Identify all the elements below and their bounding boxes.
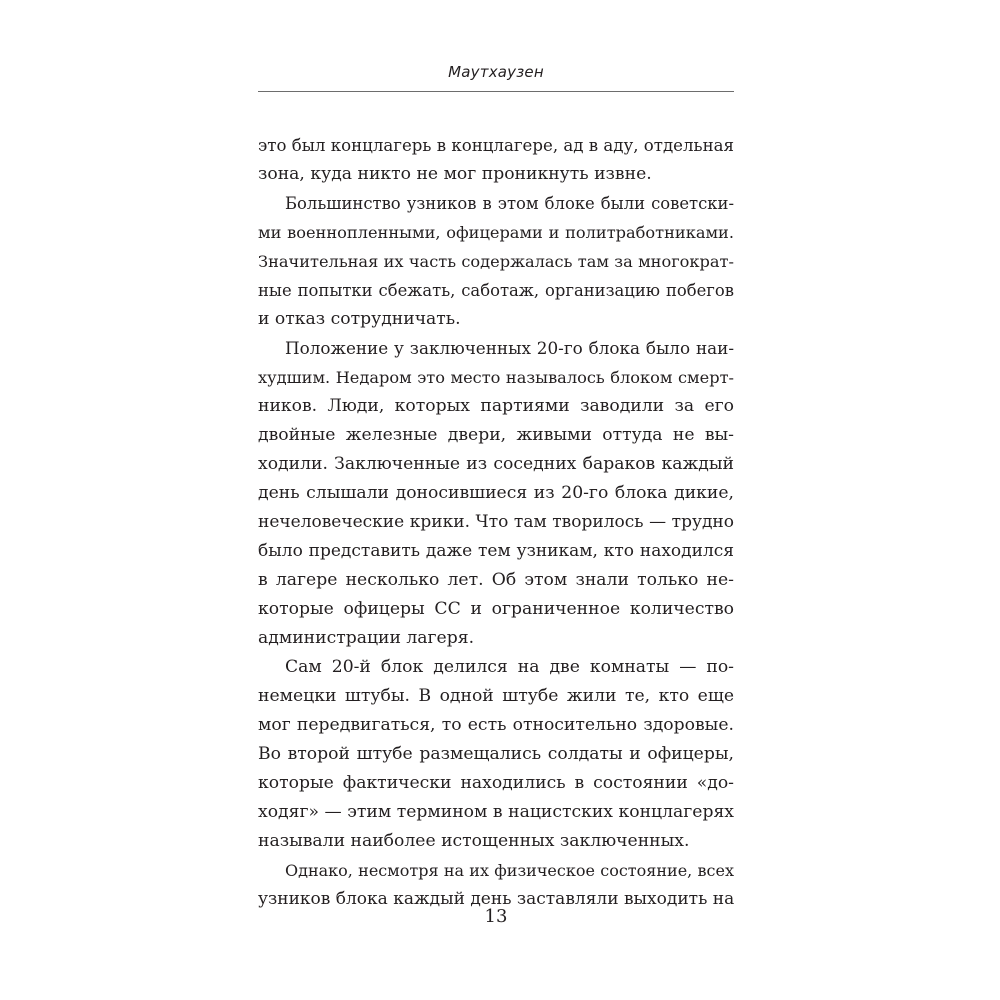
text-line: было представить даже тем узникам, кто находился	[258, 541, 734, 561]
text-line: Значительная их часть содержалась там за многократ-	[258, 252, 734, 271]
page-number: 13	[484, 906, 508, 927]
paragraph	[258, 131, 734, 189]
text-line: называли наиболее истощенных заключенных.	[258, 831, 690, 851]
text-line: двойные железные двери, живыми оттуда не вы-	[258, 425, 734, 445]
text-line: Большинство узников в этом блоке были советски-	[285, 194, 734, 213]
text-line: и отказ сотрудничать.	[258, 309, 461, 329]
paragraph	[258, 334, 734, 653]
text-line: которые офицеры СС и ограниченное количество	[258, 599, 734, 619]
text-line: нечеловеческие крики. Что там творилось — трудно	[258, 512, 734, 532]
text-line: это был концлагерь в концлагере, ад в аду, отдельная	[258, 136, 735, 155]
text-line: худшим. Недаром это место называлось блоком смерт-	[258, 368, 734, 387]
text-line: ми военнопленными, офицерами и политработниками.	[258, 223, 734, 242]
text-line: ников. Люди, которых партиями заводили за его	[258, 396, 734, 416]
body-text	[258, 131, 734, 914]
paragraph	[258, 189, 734, 334]
text-line: мог передвигаться, то есть относительно здоровые.	[258, 715, 734, 735]
paragraph	[258, 653, 734, 856]
text-line: день слышали доносившиеся из 20-го блока дикие,	[258, 483, 734, 503]
running-head: Маутхаузен	[448, 63, 544, 81]
text-line: зона, куда никто не мог проникнуть извне.	[258, 164, 652, 184]
text-line: ходили. Заключенные из соседних бараков каждый	[258, 454, 734, 474]
text-line: Однако, несмотря на их физическое состояние, всех	[285, 861, 734, 880]
text-line: Сам 20-й блок делился на две комнаты — по-	[285, 657, 734, 677]
text-line: Положение у заключенных 20-го блока было наи-	[285, 338, 734, 358]
text-line: в лагере несколько лет. Об этом знали только не-	[258, 570, 734, 590]
text-line: ные попытки сбежать, саботаж, организацию побегов	[258, 281, 734, 300]
text-line: узников блока каждый день заставляли выходить на	[258, 889, 735, 909]
text-line: администрации лагеря.	[258, 628, 475, 648]
header-rule	[258, 91, 734, 92]
text-line: ходяг» — этим термином в нацистских концлагерях	[258, 802, 734, 822]
text-line: которые фактически находились в состоянии «до-	[258, 773, 734, 793]
text-line: Во второй штубе размещались солдаты и офицеры,	[258, 744, 734, 764]
text-line: немецки штубы. В одной штубе жили те, кто еще	[258, 686, 734, 706]
